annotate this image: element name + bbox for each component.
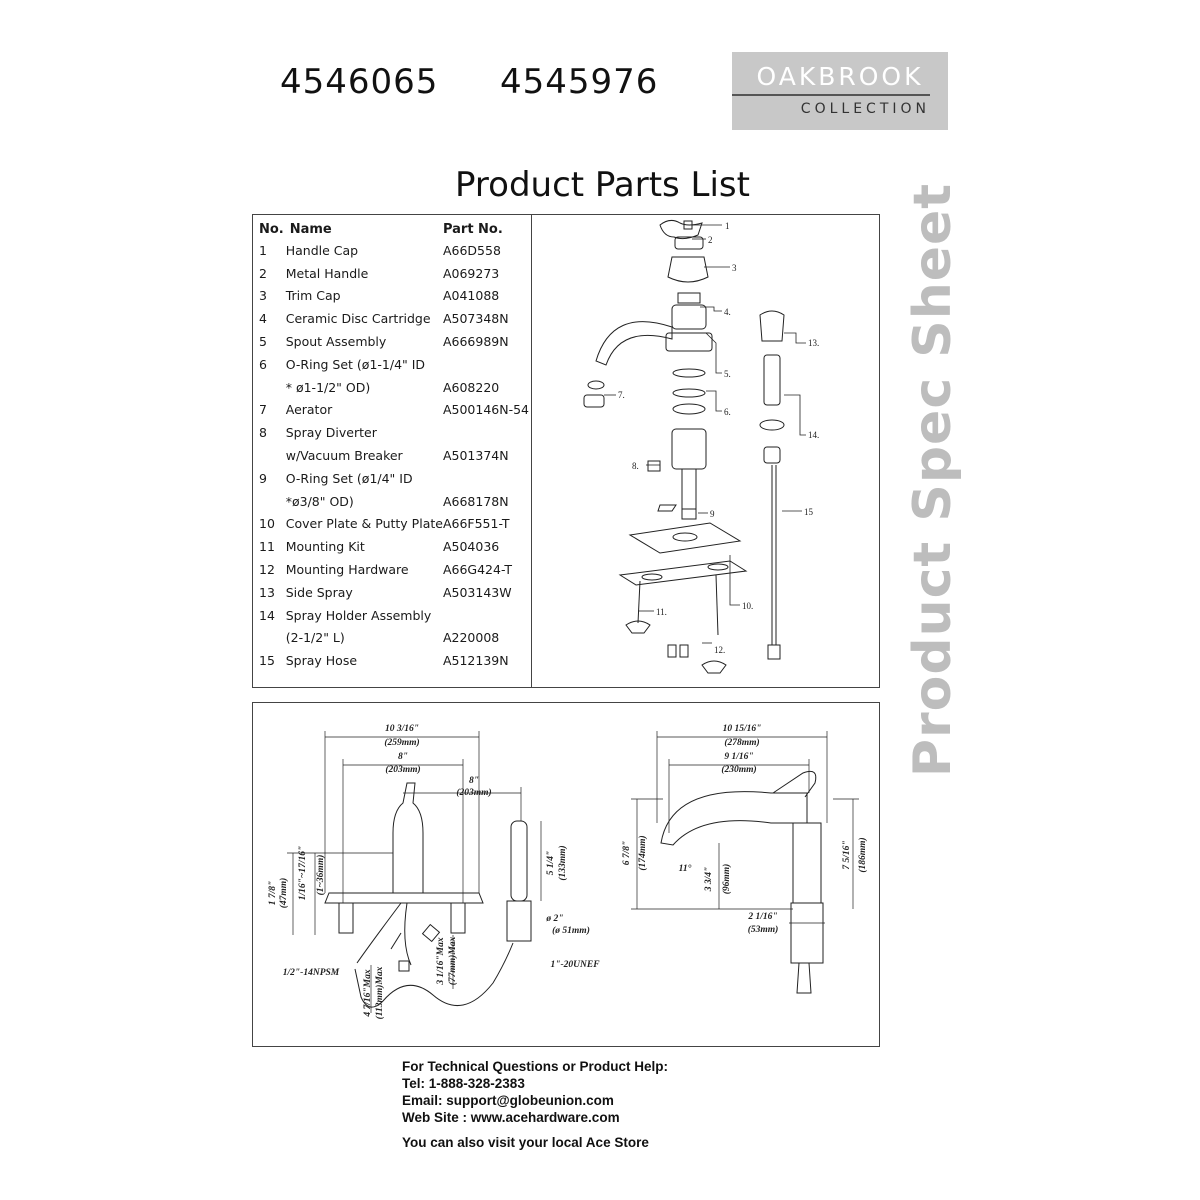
dimension-diagram-box: [252, 702, 880, 1047]
dim-spray-spacing: 8": [468, 776, 480, 786]
part-no-number: 9: [259, 470, 267, 486]
part-no-number: [259, 444, 286, 467]
dim-spray-spacing-mm: (203mm): [456, 788, 492, 798]
part-number: A220008: [442, 630, 500, 646]
col-header-part: Part No.: [442, 221, 503, 237]
parts-table-body: [259, 239, 529, 672]
part-no-number: [259, 627, 286, 650]
dim-reach-mm: (230mm): [721, 765, 757, 775]
parts-row: [259, 285, 529, 308]
callout-8: 8.: [632, 461, 639, 471]
part-number: A66G424-T: [442, 562, 512, 578]
page-title: Product Parts List: [455, 165, 750, 205]
part-no-number: 2: [259, 265, 267, 281]
part-name: Spray Diverter: [285, 425, 377, 441]
dim-spout-height: 6 7/8": [622, 840, 632, 866]
part-name: * ø1-1/2" OD): [285, 379, 371, 395]
part-no-number: [259, 376, 286, 399]
part-no-number: 12: [259, 562, 275, 578]
front-faucet-drawing: [325, 893, 483, 903]
parts-row: [259, 535, 529, 558]
diverter-body-drawing: [672, 429, 706, 469]
part-name: Aerator: [285, 402, 333, 418]
parts-table: [259, 219, 529, 672]
callout-2: 2: [708, 235, 713, 245]
part-no-number: 10: [259, 516, 275, 532]
part-name: Handle Cap: [285, 242, 359, 258]
parts-row: [259, 307, 529, 330]
part-name: Spray Hose: [285, 653, 358, 669]
part-name: Cover Plate & Putty Plate: [285, 516, 443, 532]
front-spray-drawing: [511, 821, 527, 901]
callout-6: 6.: [724, 407, 731, 417]
parts-row: [259, 330, 529, 353]
part-no-number: 13: [259, 584, 275, 600]
part-number: [443, 604, 529, 627]
side-spray-drawing: [760, 311, 784, 341]
brand-name: OAKBROOK: [756, 62, 924, 91]
dim-clearance-mm: (96mm): [722, 863, 732, 895]
dim-overall-width-mm: (259mm): [384, 738, 420, 748]
parts-row: [259, 467, 529, 490]
part-name: Spout Assembly: [285, 334, 387, 350]
part-number: A512139N: [442, 653, 509, 669]
callout-14: 14.: [808, 430, 820, 440]
trim-cap-drawing: [668, 257, 708, 282]
part-number: A666989N: [442, 334, 509, 350]
callout-9: 9: [710, 509, 715, 519]
spray-holder-drawing: [760, 420, 784, 430]
contact-phone: Tel: 1-888-328-2383: [402, 1076, 525, 1091]
part-name: O-Ring Set (ø1-1/4" ID: [285, 356, 426, 372]
aerator-drawing: [588, 381, 604, 389]
dim-hole-spacing: 8": [397, 752, 409, 762]
callout-1: 1: [725, 221, 730, 231]
part-number: A500146N-54: [442, 402, 529, 418]
dim-spray-height-mm: (133mm): [558, 845, 568, 881]
dim-hole-dia-mm: (ø 51mm): [552, 926, 590, 936]
dim-spray-height: 5 1/4": [546, 850, 556, 876]
dim-shank-len2: 3 1/16"Max: [436, 937, 446, 985]
dim-shank-len-mm: (113mm)Max: [375, 966, 385, 1020]
cartridge-drawing: [678, 293, 700, 303]
dim-overall-len-mm: (278mm): [724, 738, 760, 748]
spout-drawing: [596, 322, 672, 365]
col-header-name: Name: [289, 221, 332, 237]
side-title: [903, 182, 963, 778]
callout-10: 10.: [742, 601, 754, 611]
dim-base-height-mm: (47mm): [279, 877, 289, 909]
parts-row: [259, 239, 529, 262]
dim-hole-dia: ø 2": [546, 914, 564, 924]
parts-row: [259, 353, 529, 376]
dim-base-height: 1 7/8": [268, 880, 278, 906]
part-number: A66D558: [442, 242, 501, 258]
part-number: A507348N: [442, 311, 509, 327]
brand-collection: COLLECTION: [800, 101, 930, 117]
parts-row: [259, 444, 529, 467]
part-number: A069273: [442, 265, 500, 281]
o-ring-drawing: [673, 369, 705, 377]
parts-row: [259, 581, 529, 604]
dim-thread: 1/2"-14NPSM: [282, 968, 340, 978]
part-number: A501374N: [442, 448, 509, 464]
exploded-view-diagram: [532, 215, 880, 687]
dim-thread2: 1"-20UNEF: [550, 960, 600, 970]
brand-logo: [732, 52, 948, 130]
contact-heading: For Technical Questions or Product Help:: [402, 1059, 669, 1074]
part-number: A503143W: [442, 584, 512, 600]
part-name: Side Spray: [285, 584, 353, 600]
part-no-number: 7: [259, 402, 267, 418]
callout-4: 4.: [724, 307, 731, 317]
dim-total-height: 7 5/16": [842, 840, 852, 870]
parts-table-header: [259, 219, 529, 239]
dim-reach: 9 1/16": [724, 752, 754, 762]
contact-email: Email: support@globeunion.com: [402, 1093, 614, 1108]
parts-row: [259, 490, 529, 513]
part-name: *ø3/8" OD): [285, 493, 354, 509]
part-no-number: 4: [259, 311, 267, 327]
parts-list-box: [252, 214, 880, 688]
part-name: w/Vacuum Breaker: [285, 448, 403, 464]
parts-row: [259, 649, 529, 672]
dim-deck-range-mm: (1~36mm): [316, 854, 326, 896]
part-name: O-Ring Set (ø1/4" ID: [285, 470, 413, 486]
parts-row: [259, 376, 529, 399]
part-no-number: 8: [259, 425, 267, 441]
parts-row: [259, 604, 529, 627]
part-no-number: 3: [259, 288, 267, 304]
model-number-2: 4545976: [500, 62, 659, 102]
part-name: Ceramic Disc Cartridge: [285, 311, 431, 327]
part-number: A608220: [442, 379, 500, 395]
model-number-1: 4546065: [280, 62, 439, 102]
part-number: [443, 353, 529, 376]
putty-plate-drawing: [620, 561, 746, 585]
part-number: [443, 421, 529, 444]
side-title-text: Product Spec Sheet: [903, 182, 963, 778]
part-no-number: 15: [259, 653, 275, 669]
parts-row: [259, 262, 529, 285]
parts-row: [259, 399, 529, 422]
part-name: Mounting Hardware: [285, 562, 409, 578]
side-faucet-drawing: [661, 792, 807, 845]
part-no-number: 1: [259, 242, 267, 258]
nut-drawing: [658, 505, 676, 511]
part-name: (2-1/2" L): [285, 630, 345, 646]
callout-7: 7.: [618, 390, 625, 400]
parts-row: [259, 627, 529, 650]
callout-11: 11.: [656, 607, 667, 617]
part-number: A668178N: [442, 493, 509, 509]
part-number: A504036: [442, 539, 500, 555]
dimension-drawings: [253, 703, 879, 1046]
part-name: Spray Holder Assembly: [285, 607, 432, 623]
spray-diverter-drawing: [648, 461, 660, 471]
cover-plate-drawing: [630, 523, 740, 553]
callout-15: 15: [804, 507, 813, 517]
part-no-number: 5: [259, 334, 267, 350]
contact-visit-store: You can also visit your local Ace Store: [402, 1135, 649, 1150]
dim-base-dia-mm: (53mm): [747, 925, 779, 935]
contact-website: Web Site : www.acehardware.com: [402, 1110, 620, 1125]
col-header-no: No.: [259, 221, 284, 237]
dim-shank-len2-mm: (77mm)Max: [448, 936, 458, 986]
dim-hole-spacing-mm: (203mm): [385, 765, 421, 775]
part-number: A041088: [442, 288, 500, 304]
brand-divider: [732, 94, 930, 96]
part-number: A66F551-T: [442, 516, 510, 532]
dim-angle: 11°: [678, 864, 692, 874]
part-name: Trim Cap: [285, 288, 341, 304]
dim-clearance: 3 3/4": [704, 866, 714, 892]
parts-row: [259, 421, 529, 444]
parts-row: [259, 513, 529, 536]
parts-row: [259, 558, 529, 581]
callout-13: 13.: [808, 338, 820, 348]
dim-overall-len: 10 15/16": [722, 724, 762, 734]
dim-total-height-mm: (186mm): [858, 837, 868, 873]
part-name: Mounting Kit: [285, 539, 365, 555]
part-no-number: 14: [259, 607, 275, 623]
contact-info: [402, 1058, 668, 1151]
part-name: Metal Handle: [285, 265, 369, 281]
part-no-number: 11: [259, 539, 275, 555]
callout-5: 5.: [724, 369, 731, 379]
dim-spout-height-mm: (174mm): [638, 835, 648, 871]
dim-base-dia: 2 1/16": [748, 912, 778, 922]
dim-shank-len: 4 7/16"Max: [363, 969, 373, 1017]
part-no-number: [259, 490, 286, 513]
callout-12: 12.: [714, 645, 726, 655]
part-number: [443, 467, 529, 490]
part-no-number: 6: [259, 356, 267, 372]
dim-deck-range: 1/16"~17/16": [298, 845, 308, 901]
dim-overall-width: 10 3/16": [384, 724, 420, 734]
handle-drawing: [660, 220, 702, 238]
callout-3: 3: [732, 263, 737, 273]
